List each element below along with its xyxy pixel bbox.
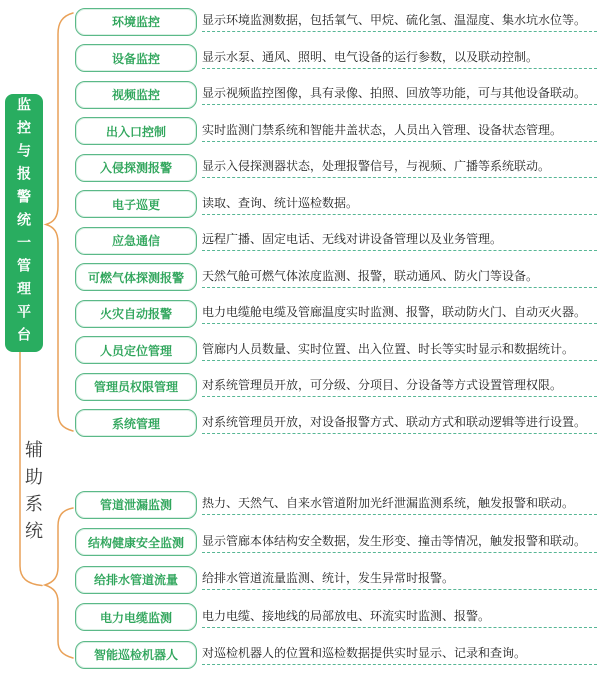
branch-node[interactable]: 电子巡更 xyxy=(75,190,197,218)
branch-node[interactable]: 智能巡检机器人 xyxy=(75,641,197,669)
branch-description: 热力、天然气、自来水管道附加光纤泄漏监测系统，触发报警和联动。 xyxy=(202,495,597,515)
branch-description: 对系统管理员开放，可分级、分项目、分设备等方式设置管理权限。 xyxy=(202,377,597,397)
branch-description: 显示视频监控图像，具有录像、拍照、回放等功能，可与其他设备联动。 xyxy=(202,85,597,105)
branch-node[interactable]: 系统管理 xyxy=(75,409,197,437)
branch-node[interactable]: 人员定位管理 xyxy=(75,336,197,364)
branch-description: 读取、查询、统计巡检数据。 xyxy=(202,195,597,215)
branch-description: 给排水管道流量监测、统计，发生异常时报警。 xyxy=(202,570,597,590)
branch-description: 管廊内人员数量、实时位置、出入位置、时长等实时显示和数据统计。 xyxy=(202,341,597,361)
branch-node[interactable]: 管理员权限管理 xyxy=(75,373,197,401)
branch-description: 显示水泵、通风、照明、电气设备的运行参数，以及联动控制。 xyxy=(202,49,597,69)
branch-node[interactable]: 视频监控 xyxy=(75,81,197,109)
branch-node[interactable]: 结构健康安全监测 xyxy=(75,528,197,556)
branch-description: 显示环境监测数据，包括氧气、甲烷、硫化氢、温湿度、集水坑水位等。 xyxy=(202,12,597,32)
branch-description: 对系统管理员开放，对设备报警方式、联动方式和联动逻辑等进行设置。 xyxy=(202,414,597,434)
root-node[interactable]: 监控与报警统一管理平台 xyxy=(5,94,43,352)
branch-node[interactable]: 设备监控 xyxy=(75,44,197,72)
branch-node[interactable]: 给排水管道流量 xyxy=(75,566,197,594)
branch-description: 显示管廊本体结构安全数据，发生形变、撞击等情况，触发报警和联动。 xyxy=(202,533,597,553)
branch-node[interactable]: 入侵探测报警 xyxy=(75,154,197,182)
branch-description: 对巡检机器人的位置和巡检数据提供实时显示、记录和查询。 xyxy=(202,645,597,665)
branch-description: 天然气舱可燃气体浓度监测、报警，联动通风、防火门等设备。 xyxy=(202,268,597,288)
branch-node[interactable]: 应急通信 xyxy=(75,227,197,255)
branch-description: 实时监测门禁系统和智能井盖状态，人员出入管理、设备状态管理。 xyxy=(202,122,597,142)
branch-node[interactable]: 管道泄漏监测 xyxy=(75,491,197,519)
branch-description: 电力电缆、接地线的局部放电、环流实时监测、报警。 xyxy=(202,608,597,628)
branch-node[interactable]: 可燃气体探测报警 xyxy=(75,263,197,291)
branch-description: 显示入侵探测器状态，处理报警信号，与视频、广播等系统联动。 xyxy=(202,158,597,178)
branch-description: 远程广播、固定电话、无线对讲设备管理以及业务管理。 xyxy=(202,231,597,251)
aux-branch-label[interactable]: 辅助系统 xyxy=(22,440,43,548)
branch-node[interactable]: 出入口控制 xyxy=(75,117,197,145)
branch-node[interactable]: 火灾自动报警 xyxy=(75,300,197,328)
branch-node[interactable]: 电力电缆监测 xyxy=(75,603,197,631)
branch-node[interactable]: 环境监控 xyxy=(75,8,197,36)
branch-description: 电力电缆舱电缆及管廊温度实时监测、报警，联动防火门、自动灭火器。 xyxy=(202,304,597,324)
main-brace xyxy=(46,13,73,431)
aux-brace xyxy=(45,508,73,658)
